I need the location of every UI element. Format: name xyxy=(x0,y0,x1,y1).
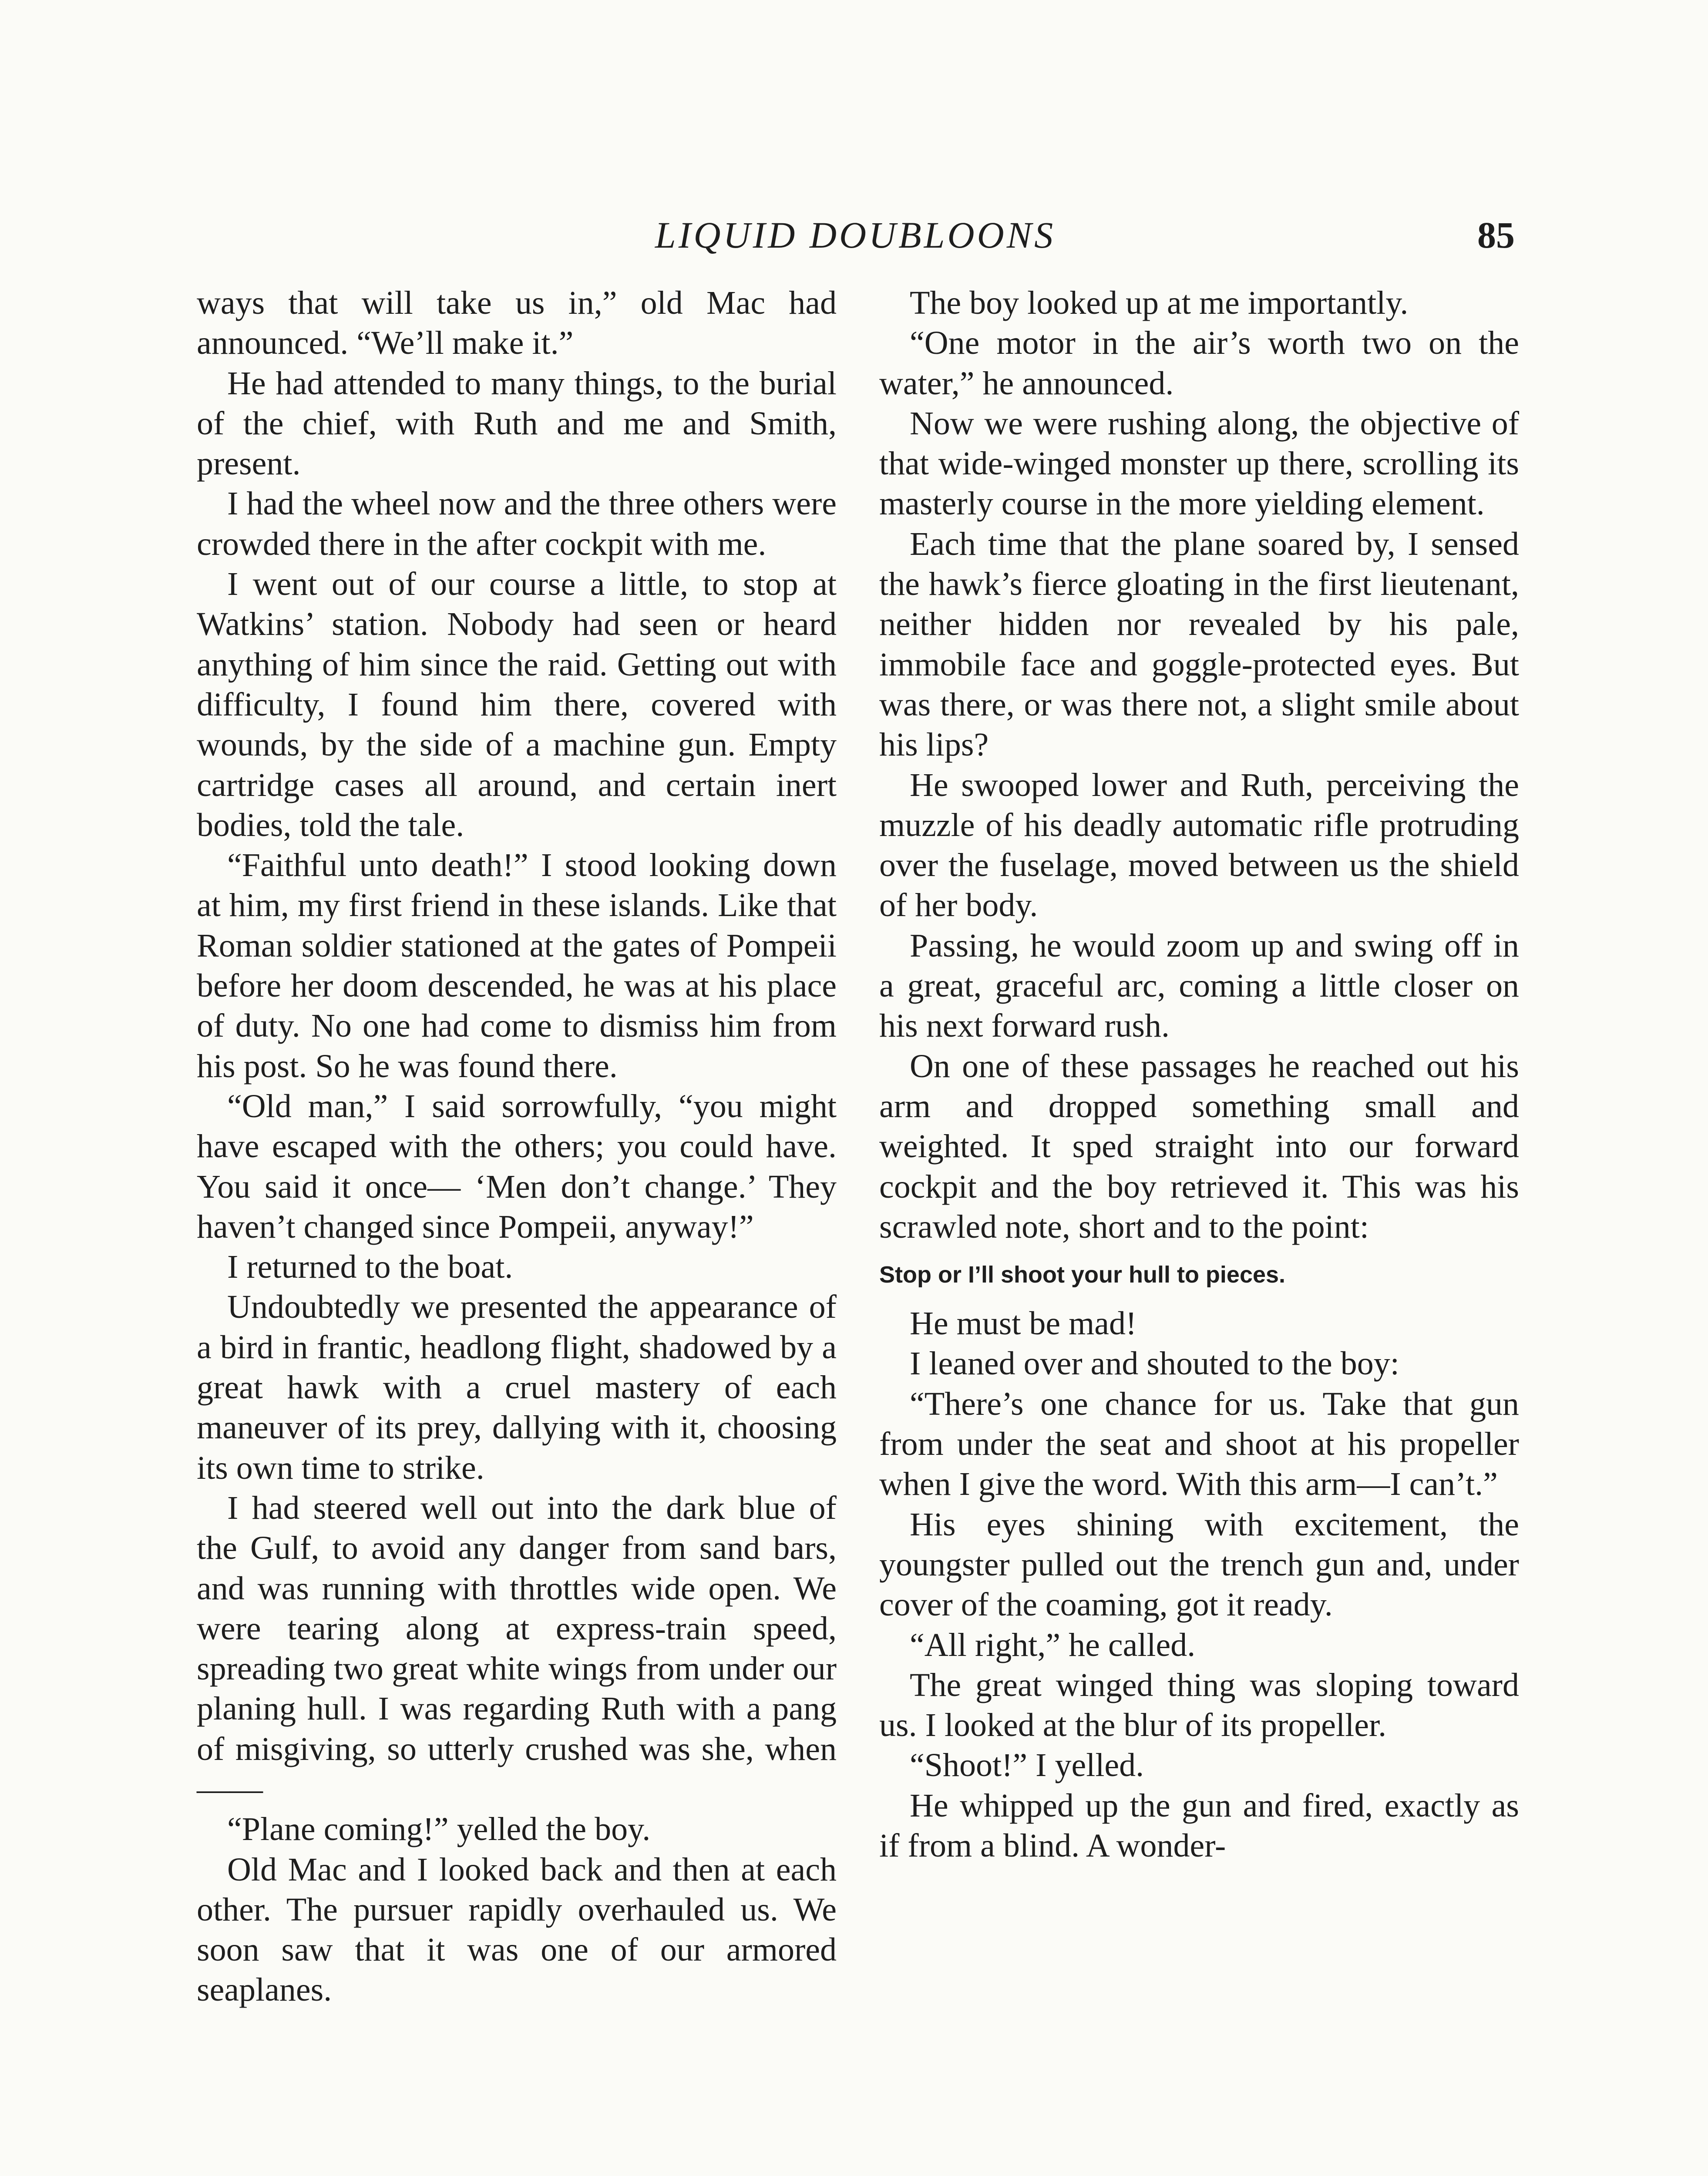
paragraph: Undoubtedly we presented the appearance of a bird in frantic, headlong flight, shadowed by a great hawk with a cruel mastery of each maneuver of its prey, dallying with it, choosing its own time to strike. xyxy=(197,1289,837,1486)
paragraph: He swooped lower and Ruth, perceiving the muzzle of his deadly automatic rifle protruding over the fuselage, moved between us the shield of her body. xyxy=(879,766,1519,924)
scrawled-note: Stop or I’ll shoot your hull to pieces. xyxy=(879,1262,1286,1288)
paragraph: Now we were rushing along, the objective of that wide-winged monster up there, scrolling its masterly course in the more yielding element. xyxy=(879,405,1519,522)
paragraph: I went out of our course a little, to stop at Watkins’ station. Nobody had seen or heard anything of him since the raid. Getting out with difficulty, I found him there, covered with wounds, by the side of a machine gun. Empty cartridge cases all around, and certain inert bodies, told the tale. xyxy=(197,566,837,843)
paragraph: ways that will take us in,” old Mac had announced. “We’ll make it.” xyxy=(197,285,837,362)
paragraph: His eyes shining with excitement, the youngster pulled out the trench gun and, under cover of the coaming, got it ready. xyxy=(879,1506,1519,1623)
paragraph: He whipped up the gun and fired, exactly as if from a blind. A wonder- xyxy=(879,1787,1519,1864)
paragraph: I leaned over and shouted to the boy: xyxy=(910,1345,1399,1382)
paragraph: “Old man,” I said sorrowfully, “you might have escaped with the others; you could have. You said it once— ‘Men don’t change.’ They haven’t changed since Pompeii, anyway!” xyxy=(197,1088,837,1245)
paragraph: “Faithful unto death!” I stood looking down at him, my first friend in these islands. Like that Roman soldier stationed at the gates of Pompeii before her doom descended, he was at his place of duty. No one had come to dismiss him from his post. So he was found there. xyxy=(197,847,837,1085)
paragraph: Old Mac and I looked back and then at each other. The pursuer rapidly overhauled us. We soon saw that it was one of our armored seaplanes. xyxy=(197,1851,837,2008)
paragraph: I returned to the boat. xyxy=(227,1249,513,1286)
paragraph: On one of these passages he reached out his arm and dropped something small and weighted. It sped straight into our forward cockpit and the boy retrieved it. This was his scrawled note, short and to the point: xyxy=(879,1048,1519,1245)
paragraph: “Shoot!” I yelled. xyxy=(910,1747,1144,1784)
paragraph: Passing, he would zoom up and swing off in a great, graceful arc, coming a little closer on his next forward rush. xyxy=(879,927,1519,1044)
page-header xyxy=(196,209,1515,261)
paragraph: Each time that the plane soared by, I sensed the hawk’s fierce gloating in the first lieutenant, neither hidden nor revealed by his pale, immobile face and goggle-protected eyes. But was there, or was there not, a slight smile about his lips? xyxy=(879,525,1519,763)
paragraph: He had attended to many things, to the burial of the chief, with Ruth and me and Smith, present. xyxy=(197,365,837,482)
paragraph: “One motor in the air’s worth two on the water,” he announced. xyxy=(879,325,1519,402)
paragraph: He must be mad! xyxy=(910,1305,1137,1342)
running-title: LIQUID DOUBLOONS xyxy=(655,214,1056,256)
left-column xyxy=(197,283,837,2010)
paragraph: “All right,” he called. xyxy=(910,1626,1196,1663)
paragraph: I had the wheel now and the three others were crowded there in the after cockpit with me. xyxy=(197,485,837,562)
paragraph: The great winged thing was sloping toward us. I looked at the blur of its propeller. xyxy=(879,1666,1519,1744)
paragraph: The boy looked up at me importantly. xyxy=(910,285,1409,321)
right-column xyxy=(879,283,1519,1866)
paragraph: I had steered well out into the dark blue of the Gulf, to avoid any danger from sand bars, and was running with throttles wide open. We were tearing along at express-train speed, spreading two great white wings from under our planing hull. I was regarding Ruth with a pang of misgiving, so utterly crushed was she, when—— xyxy=(197,1489,837,1807)
paragraph: “Plane coming!” yelled the boy. xyxy=(227,1811,651,1848)
paragraph: “There’s one chance for us. Take that gun from under the seat and shoot at his propeller when I give the word. With this arm—I can’t.” xyxy=(879,1385,1519,1503)
page-number: 85 xyxy=(1477,214,1515,256)
